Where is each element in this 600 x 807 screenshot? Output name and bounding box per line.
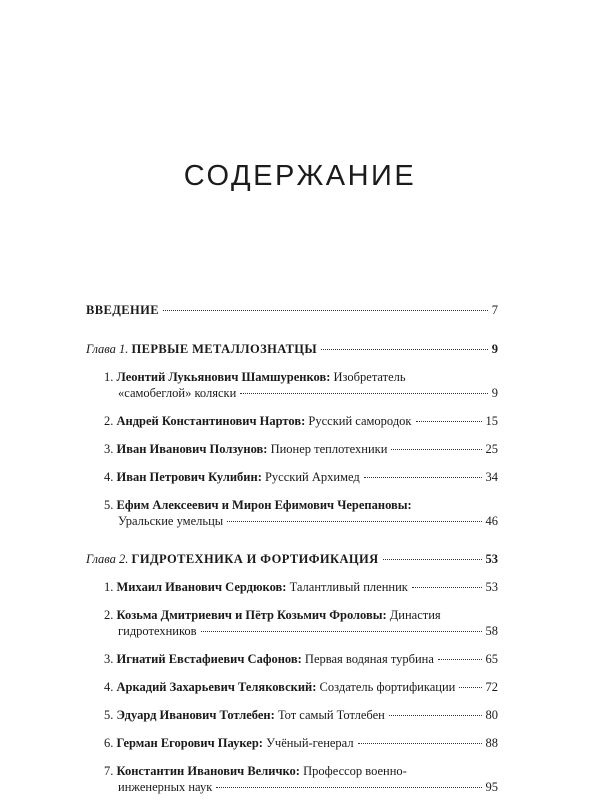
entry-name: Ефим Алексеевич и Мирон Ефимович Черепановы: xyxy=(116,498,412,512)
entry-line xyxy=(104,763,498,779)
dot-leader xyxy=(412,587,482,588)
entry-number: 4. xyxy=(104,470,114,484)
dot-leader xyxy=(163,310,488,311)
intro-label: ВВЕДЕНИЕ xyxy=(86,303,159,317)
entry-desc: Профессор военно- xyxy=(303,764,407,778)
entry-line xyxy=(104,679,498,695)
entry-continuation xyxy=(104,385,498,401)
entry-page: 80 xyxy=(485,708,498,722)
dot-leader xyxy=(321,349,488,350)
toc-entry[interactable] xyxy=(104,497,498,529)
dot-leader xyxy=(240,393,487,394)
dot-leader xyxy=(438,659,482,660)
entry-number: 3. xyxy=(104,442,114,456)
toc-entry[interactable] xyxy=(104,735,498,751)
entry-page: 9 xyxy=(491,386,498,400)
entry-number: 1. xyxy=(104,370,114,384)
entry-name: Иван Петрович Кулибин: xyxy=(116,470,262,484)
entry-text xyxy=(104,679,455,695)
entry-number: 1. xyxy=(104,580,114,594)
entry-number: 4. xyxy=(104,680,114,694)
chapter-2-heading xyxy=(86,551,379,567)
dot-leader xyxy=(383,559,482,560)
chapter-2-page: 53 xyxy=(485,552,498,566)
entry-text xyxy=(104,469,360,485)
chapter-1-label: Глава 1. xyxy=(86,342,129,356)
entry-desc: Пионер теплотехники xyxy=(270,442,388,456)
entry-desc: Создатель фортификации xyxy=(319,680,456,694)
entry-desc-cont: инженерных наук xyxy=(118,780,213,794)
entry-page: 46 xyxy=(485,514,498,528)
entry-desc: Русский самородок xyxy=(308,414,412,428)
toc-entry[interactable] xyxy=(104,469,498,485)
entry-desc: Учёный-генерал xyxy=(266,736,354,750)
entry-page: 65 xyxy=(485,652,498,666)
dot-leader xyxy=(364,477,482,478)
chapter-2-title: ГИДРОТЕХНИКА И ФОРТИФИКАЦИЯ xyxy=(131,552,379,566)
entry-desc: Талантливый пленник xyxy=(289,580,408,594)
table-of-contents xyxy=(86,302,498,807)
intro-page: 7 xyxy=(491,303,498,317)
entry-line xyxy=(104,707,498,723)
entry-text xyxy=(104,707,385,723)
toc-entry[interactable] xyxy=(104,413,498,429)
entry-name: Эдуард Иванович Тотлебен: xyxy=(116,708,275,722)
dot-leader xyxy=(416,421,482,422)
entry-line xyxy=(104,369,498,385)
entry-name: Леонтий Лукьянович Шамшуренков: xyxy=(116,370,331,384)
entry-name: Михаил Иванович Сердюков: xyxy=(116,580,287,594)
entry-page: 25 xyxy=(485,442,498,456)
entry-page: 53 xyxy=(485,580,498,594)
entry-continuation xyxy=(104,513,498,529)
entry-name: Герман Егорович Паукер: xyxy=(116,736,263,750)
entry-line xyxy=(104,651,498,667)
entry-line xyxy=(104,413,498,429)
entry-line xyxy=(104,469,498,485)
dot-leader xyxy=(389,715,482,716)
chapter-1-page: 9 xyxy=(491,342,498,356)
entry-desc: Изобретатель xyxy=(333,370,406,384)
entry-continuation xyxy=(104,779,498,795)
toc-entry[interactable] xyxy=(104,707,498,723)
entry-line xyxy=(104,441,498,457)
entry-text xyxy=(104,413,412,429)
chapter-2-label: Глава 2. xyxy=(86,552,129,566)
entry-text xyxy=(104,735,354,751)
entry-line xyxy=(104,497,498,513)
entry-desc-cont: «самобеглой» коляски xyxy=(118,386,237,400)
toc-intro[interactable] xyxy=(86,302,498,318)
chapter-1-title: ПЕРВЫЕ МЕТАЛЛОЗНАТЦЫ xyxy=(131,342,318,356)
entry-text xyxy=(104,579,408,595)
toc-chapter-1[interactable] xyxy=(86,341,498,357)
entry-number: 5. xyxy=(104,708,114,722)
entry-line xyxy=(104,579,498,595)
entry-number: 6. xyxy=(104,736,114,750)
dot-leader xyxy=(227,521,481,522)
toc-entry[interactable] xyxy=(104,651,498,667)
toc-entry[interactable] xyxy=(104,579,498,595)
page-title: СОДЕРЖАНИЕ xyxy=(183,160,417,192)
entry-name: Аркадий Захарьевич Теляковский: xyxy=(116,680,317,694)
entry-line xyxy=(104,735,498,751)
entry-page: 58 xyxy=(485,624,498,638)
toc-entry[interactable] xyxy=(104,369,498,401)
entry-desc-cont: гидротехников xyxy=(118,624,197,638)
entry-text xyxy=(104,441,387,457)
entry-page: 88 xyxy=(485,736,498,750)
entry-desc: Русский Архимед xyxy=(264,470,360,484)
entry-desc-cont: Уральские умельцы xyxy=(118,514,224,528)
entry-line xyxy=(104,607,498,623)
chapter-1-heading xyxy=(86,341,317,357)
toc-entry[interactable] xyxy=(104,679,498,695)
entry-desc: Тот самый Тотлебен xyxy=(277,708,385,722)
entry-page: 34 xyxy=(485,470,498,484)
toc-entry[interactable] xyxy=(104,607,498,639)
entry-name: Игнатий Евстафиевич Сафонов: xyxy=(116,652,302,666)
entry-name: Константин Иванович Величко: xyxy=(116,764,300,778)
entry-number: 5. xyxy=(104,498,114,512)
entry-page: 72 xyxy=(485,680,498,694)
entry-desc: Первая водяная турбина xyxy=(304,652,434,666)
dot-leader xyxy=(391,449,481,450)
entry-name: Козьма Дмитриевич и Пётр Козьмич Фроловы: xyxy=(116,608,387,622)
entry-number: 7. xyxy=(104,764,114,778)
toc-entry[interactable] xyxy=(104,441,498,457)
entry-name: Андрей Константинович Нартов: xyxy=(116,414,306,428)
entry-text xyxy=(104,651,434,667)
dot-leader xyxy=(201,631,482,632)
entry-number: 2. xyxy=(104,414,114,428)
dot-leader xyxy=(358,743,482,744)
entry-page: 95 xyxy=(485,780,498,794)
entry-continuation xyxy=(104,623,498,639)
entry-page: 15 xyxy=(485,414,498,428)
entry-name: Иван Иванович Ползунов: xyxy=(116,442,268,456)
entry-desc: Династия xyxy=(389,608,441,622)
dot-leader xyxy=(216,787,481,788)
entry-number: 3. xyxy=(104,652,114,666)
dot-leader xyxy=(459,687,481,688)
toc-entry[interactable] xyxy=(104,763,498,795)
entry-number: 2. xyxy=(104,608,114,622)
toc-chapter-2[interactable] xyxy=(86,551,498,567)
